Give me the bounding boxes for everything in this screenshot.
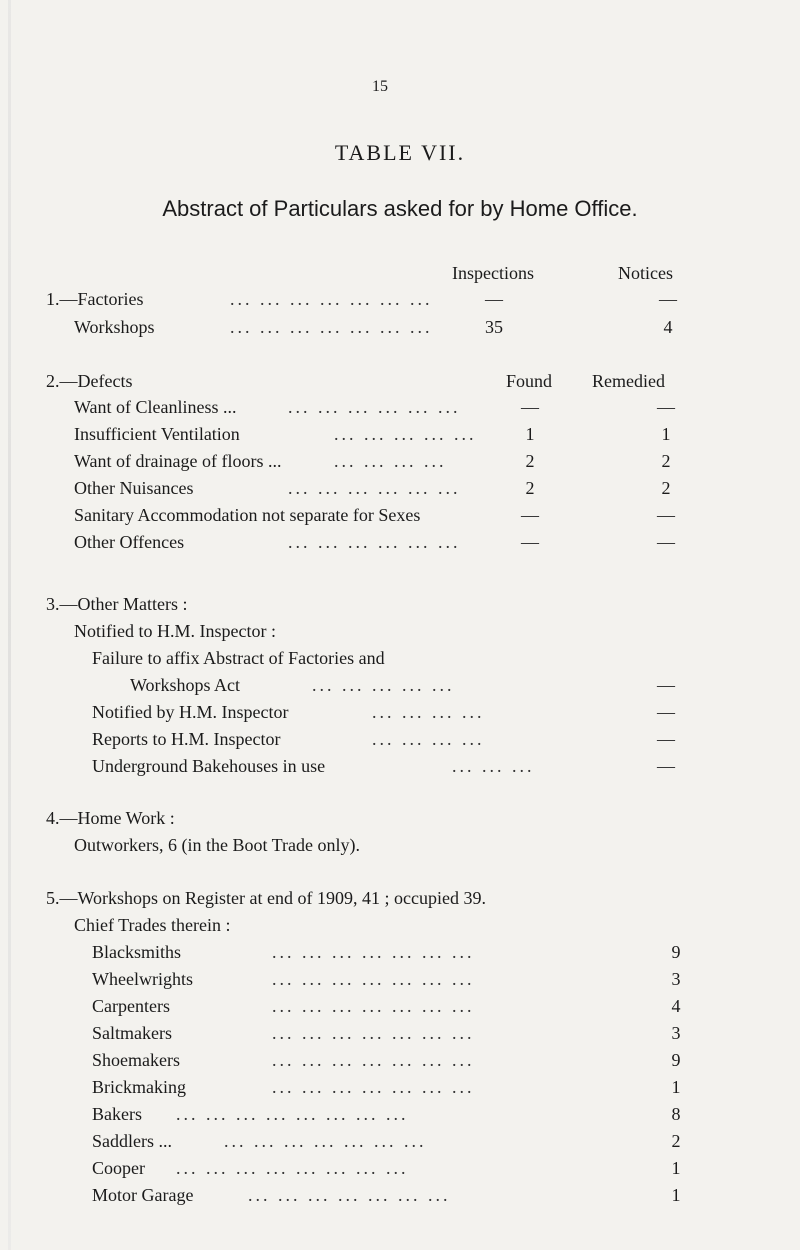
matter-row [0,728,800,750]
leader-dots: ... ... ... ... ... ... ... ... [176,1104,409,1124]
leader-dots: ... ... ... [452,756,535,776]
leader-dots: ... ... ... ... ... ... [288,532,461,552]
trade-count: 9 [671,942,681,962]
leader-dots: ... ... ... ... [334,451,447,471]
defect-row [0,396,800,418]
text-line: Failure to affix Abstract of Factories and [92,648,385,668]
row-label: Reports to H.M. Inspector [92,729,281,749]
trade-count: 1 [671,1158,681,1178]
row-label: Saltmakers [92,1023,172,1043]
trade-count: 1 [671,1077,681,1097]
inspections-value: 35 [485,317,503,337]
defect-row [0,504,800,526]
row-label: Other Offences [74,532,185,552]
defect-row [0,477,800,499]
matter-row [0,701,800,723]
section-subheading: Notified to H.M. Inspector : [74,621,276,641]
found-value: 1 [525,424,535,444]
factories-row [0,288,800,310]
row-label: 1.—Factories [46,289,144,309]
row-label: Motor Garage [92,1185,194,1205]
remedied-value: — [657,505,675,525]
row-label: Want of drainage of floors ... [74,451,282,471]
defect-row [0,531,800,553]
leader-dots: ... ... ... ... ... ... ... [272,996,475,1016]
row-label: Saddlers ... [92,1131,172,1151]
row-label: Other Nuisances [74,478,194,498]
table-subtitle: Abstract of Particulars asked for by Home Office. [162,196,638,221]
trade-row [0,1130,800,1152]
leader-dots: ... ... ... ... ... ... ... [272,942,475,962]
found-value: — [521,397,539,417]
text-line: Outworkers, 6 (in the Boot Trade only). [74,835,360,855]
matter-row [0,674,800,696]
trade-row [0,1076,800,1098]
trade-count: 4 [671,996,681,1016]
remedied-value: 2 [661,478,671,498]
leader-dots: ... ... ... ... ... ... ... ... [176,1158,409,1178]
matter-value: — [657,729,675,749]
trade-row [0,1184,800,1206]
remedied-value: 2 [661,451,671,471]
leader-dots: ... ... ... ... ... [334,424,477,444]
found-header: Found [506,371,553,391]
defects-header [0,370,800,392]
row-label: Sanitary Accommodation not separate for Sexes [74,505,421,525]
table-title: TABLE VII. [334,140,466,165]
leader-dots: ... ... ... ... ... ... ... [230,317,433,337]
row-label: Cooper [92,1158,145,1178]
trade-count: 3 [671,969,681,989]
section1-header [0,262,800,284]
row-label: Underground Bakehouses in use [92,756,326,776]
row-label: Blacksmiths [92,942,181,962]
leader-dots: ... ... ... ... ... ... [288,478,461,498]
trade-count: 9 [671,1050,681,1070]
trade-count: 1 [671,1185,681,1205]
trade-row [0,941,800,963]
row-label: Notified by H.M. Inspector [92,702,289,722]
row-label: Brickmaking [92,1077,186,1097]
section-heading: 5.—Workshops on Register at end of 1909, 41 ; occupied 39. [46,888,486,908]
trade-row [0,1157,800,1179]
page-number: 15 [372,78,388,95]
found-value: 2 [525,478,535,498]
trade-row [0,1103,800,1125]
leader-dots: ... ... ... ... ... ... ... [272,1023,475,1043]
matter-row [0,755,800,777]
leader-dots: ... ... ... ... ... ... ... [224,1131,427,1151]
leader-dots: ... ... ... ... [372,702,485,722]
leader-dots: ... ... ... ... [372,729,485,749]
leader-dots: ... ... ... ... ... [312,675,455,695]
remedied-header: Remedied [592,371,665,391]
matter-value: — [657,702,675,722]
section-heading: 4.—Home Work : [46,808,175,828]
row-label: Shoemakers [92,1050,180,1070]
found-value: — [521,505,539,525]
row-label: Bakers [92,1104,142,1124]
trade-row [0,1022,800,1044]
matter-value: — [657,675,675,695]
section-heading: 3.—Other Matters : [46,594,188,614]
row-label: Carpenters [92,996,170,1016]
notices-value: 4 [663,317,673,337]
trade-row [0,968,800,990]
defect-row [0,450,800,472]
defect-row [0,423,800,445]
matter-value: — [657,756,675,776]
trade-row [0,1049,800,1071]
section-subheading: Chief Trades therein : [74,915,231,935]
leader-dots: ... ... ... ... ... ... ... [272,1077,475,1097]
trade-count: 8 [671,1104,681,1124]
trade-row [0,995,800,1017]
row-label: Insufficient Ventilation [74,424,240,444]
found-value: 2 [525,451,535,471]
notices-value: — [659,289,677,309]
leader-dots: ... ... ... ... ... ... [288,397,461,417]
row-label: Workshops [74,317,155,337]
row-label: Workshops Act [130,675,241,695]
leader-dots: ... ... ... ... ... ... ... [230,289,433,309]
remedied-value: — [657,532,675,552]
notices-header: Notices [618,263,673,283]
row-label: Wheelwrights [92,969,193,989]
trade-count: 2 [671,1131,681,1151]
inspections-value: — [485,289,503,309]
found-value: — [521,532,539,552]
leader-dots: ... ... ... ... ... ... ... [248,1185,451,1205]
section-heading: 2.—Defects [46,371,133,391]
remedied-value: 1 [661,424,671,444]
workshops-row [0,316,800,338]
trade-count: 3 [671,1023,681,1043]
leader-dots: ... ... ... ... ... ... ... [272,1050,475,1070]
remedied-value: — [657,397,675,417]
row-label: Want of Cleanliness ... [74,397,237,417]
inspections-header: Inspections [452,263,534,283]
leader-dots: ... ... ... ... ... ... ... [272,969,475,989]
